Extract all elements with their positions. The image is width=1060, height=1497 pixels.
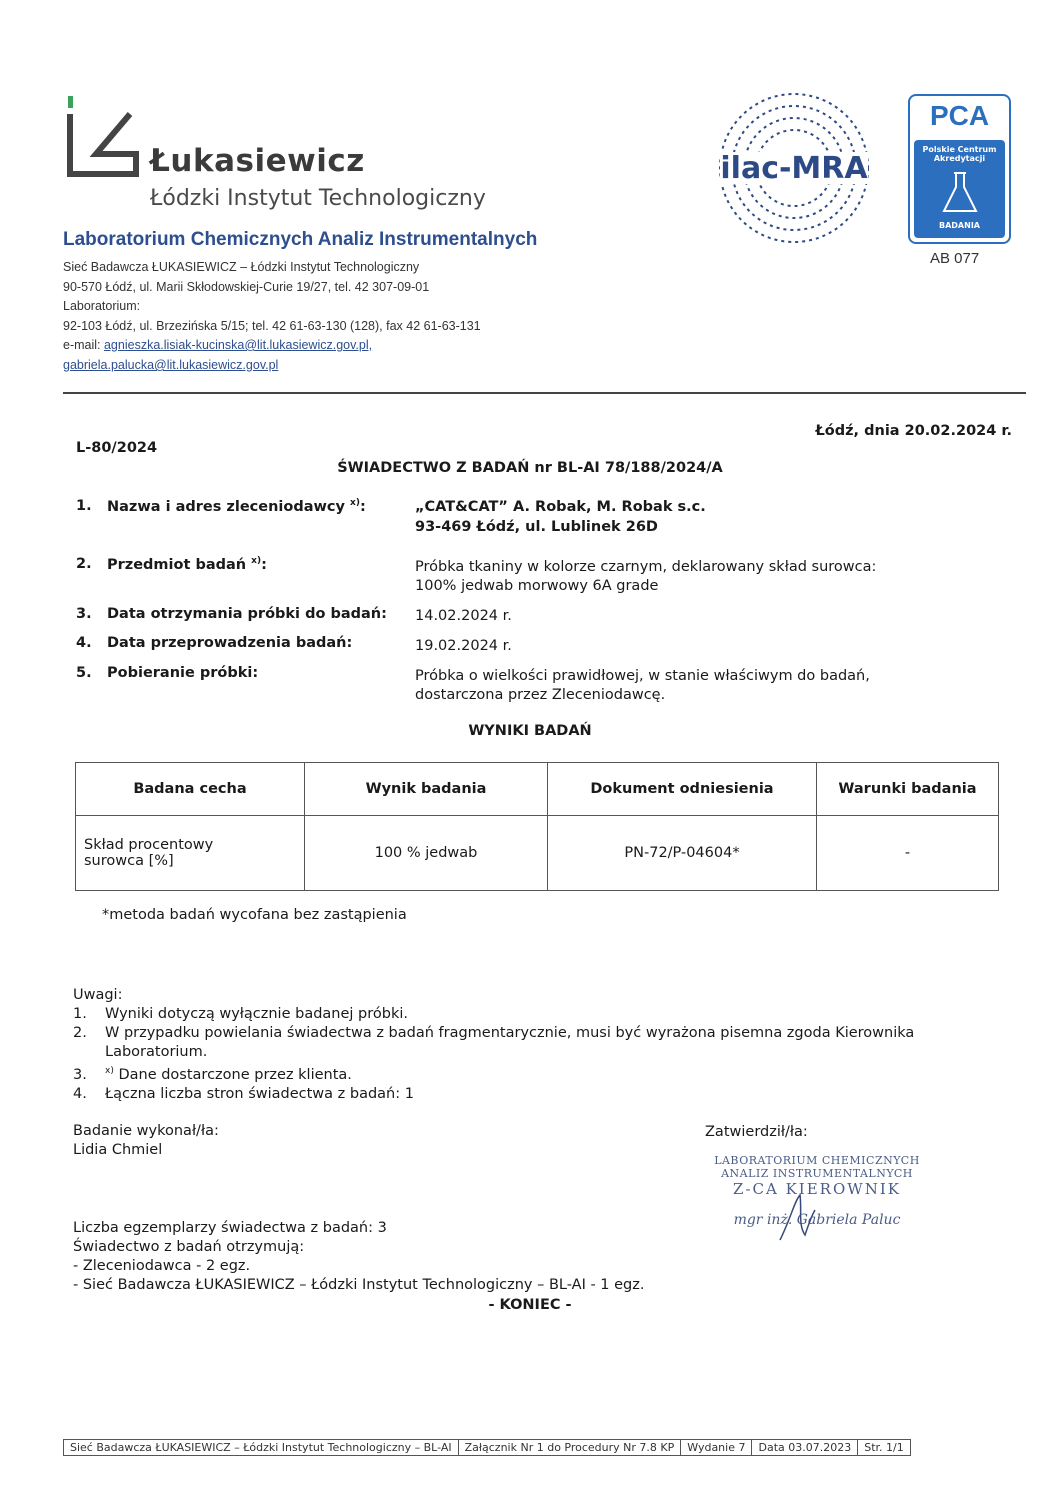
footer-cell-2: Załącznik Nr 1 do Procedury Nr 7.8 KP	[459, 1440, 682, 1455]
item-3-num: 3.	[76, 606, 92, 622]
remark-3-num: 3.	[73, 1066, 87, 1083]
pca-badania: BADANIA	[939, 221, 980, 230]
remark-3-sup: x)	[105, 1066, 114, 1076]
item-2-value-2: 100% jedwab morwowy 6A grade	[415, 578, 659, 594]
results-table	[75, 762, 999, 891]
remark-2-text: W przypadku powielania świadectwa z badań fragmentarycznie, musi być wyrażona pisemna zgoda Kierownika	[105, 1025, 915, 1041]
remark-3-text: Dane dostarczone przez klienta.	[113, 1066, 352, 1083]
contact-line-1: Sieć Badawcza ŁUKASIEWICZ – Łódzki Instytut Technologiczny	[63, 260, 420, 274]
footer-cell-4: Data 03.07.2023	[752, 1440, 858, 1455]
contact-line-2: 90-570 Łódź, ul. Marii Skłodowskiej-Curie 19/27, tel. 42 307-09-01	[63, 280, 430, 294]
item-4-num: 4.	[76, 635, 92, 651]
pca-sub2: Akredytacji	[933, 154, 986, 163]
header-warunki: Warunki badania	[817, 763, 999, 816]
results-title: WYNIKI BADAŃ	[468, 723, 592, 739]
pca-title: PCA	[929, 100, 990, 131]
item-4-label: Data przeprowadzenia badań:	[107, 635, 353, 651]
item-1-suffix: :	[359, 498, 366, 515]
item-4-value: 19.02.2024 r.	[415, 638, 512, 654]
performed-by: Lidia Chmiel	[73, 1142, 163, 1158]
institute-name: Łódzki Instytut Technologiczny	[150, 186, 486, 211]
remark-1-num: 1.	[73, 1006, 87, 1022]
item-1-value-1: „CAT&CAT” A. Robak, M. Robak s.c.	[415, 499, 706, 515]
item-5-num: 5.	[76, 665, 92, 681]
performed-block	[73, 1122, 219, 1160]
item-2-label	[107, 556, 267, 573]
header-badana-cecha: Badana cecha	[76, 763, 305, 816]
footer-cell-3: Wydanie 7	[681, 1440, 752, 1455]
remarks-title: Uwagi:	[73, 987, 123, 1003]
item-1-label-text: Nazwa i adres zleceniodawcy	[107, 498, 345, 515]
remark-4	[73, 1085, 914, 1104]
recipients-title: Świadectwo z badań otrzymują:	[73, 1239, 305, 1255]
item-1-num: 1.	[76, 498, 92, 514]
document-date: Łódź, dnia 20.02.2024 r.	[815, 423, 1012, 439]
item-1-value-2: 93-469 Łódź, ul. Lublinek 26D	[415, 519, 658, 535]
email-link-2[interactable]: gabriela.palucka@lit.lukasiewicz.gov.pl	[63, 358, 279, 372]
stamp-line-1: LABORATORIUM CHEMICZNYCH	[714, 1154, 920, 1167]
approved-label: Zatwierdził/ła:	[705, 1124, 808, 1140]
end-marker: - KONIEC -	[488, 1297, 572, 1313]
item-1-sup: x)	[350, 498, 360, 508]
stamp-line-4: mgr inż. Gabriela Paluc	[733, 1212, 901, 1228]
footer-cell-1: Sieć Badawcza ŁUKASIEWICZ – Łódzki Instytut Technologiczny – BL-AI	[64, 1440, 459, 1455]
item-2-suffix: :	[261, 556, 267, 573]
item-2-sup: x)	[251, 556, 262, 566]
lukasiewicz-logo-icon	[66, 96, 142, 178]
email-link-1[interactable]: agnieszka.lisiak-kucinska@lit.lukasiewicz.gov.pl,	[103, 338, 373, 352]
email-line	[63, 336, 372, 356]
contact-line-4: 92-103 Łódź, ul. Brzezińska 5/15; tel. 42 61-63-130 (128), fax 42 61-63-131	[63, 319, 481, 333]
remark-4-num: 4.	[73, 1085, 87, 1102]
brand-name: Łukasiewicz	[150, 143, 365, 179]
pca-sub1: Polskie Centrum	[922, 145, 997, 154]
header-divider	[63, 392, 1026, 394]
document-number: L-80/2024	[76, 440, 158, 456]
cell-warunki: -	[817, 816, 999, 891]
page-footer	[63, 1439, 911, 1456]
table-header-row	[76, 763, 999, 816]
ilac-mra-seal-icon	[714, 88, 874, 248]
cell-cecha	[76, 816, 305, 891]
accreditation-number: AB 077	[930, 250, 980, 267]
remark-2-num: 2.	[73, 1025, 87, 1041]
cell-wynik: 100 % jedwab	[305, 816, 548, 891]
copies: Liczba egzemplarzy świadectwa z badań: 3	[73, 1220, 387, 1236]
item-5-value-1: Próbka o wielkości prawidłowej, w stanie właściwym do badań,	[415, 668, 870, 684]
item-3-label: Data otrzymania próbki do badań:	[107, 606, 387, 622]
stamp-line-2: ANALIZ INSTRUMENTALNYCH	[721, 1167, 913, 1180]
remark-1-text: Wyniki dotyczą wyłącznie badanej próbki.	[105, 1006, 408, 1022]
certificate-title: ŚWIADECTWO Z BADAŃ nr BL-AI 78/188/2024/A	[337, 460, 723, 476]
flask-icon	[940, 171, 980, 215]
table-row	[76, 816, 999, 891]
item-2-label-text: Przedmiot badań	[107, 556, 247, 573]
remark-3	[73, 1062, 914, 1085]
stamp-line-3: Z-CA KIEROWNIK	[733, 1180, 901, 1198]
distribution	[73, 1219, 644, 1295]
performed-label: Badanie wykonał/ła:	[73, 1123, 219, 1139]
remark-4-text: Łączna liczba stron świadectwa z badań: 1	[105, 1085, 414, 1102]
ilac-text: ilac-MRA	[720, 151, 868, 186]
recipient-1: - Zleceniodawca - 2 egz.	[73, 1258, 251, 1274]
lab-title: Laboratorium Chemicznych Analiz Instrumentalnych	[63, 229, 538, 250]
item-1-label	[107, 498, 366, 515]
contact-line-3: Laboratorium:	[63, 299, 141, 313]
cell-cecha-line-2: surowca [%]	[84, 853, 174, 869]
header-wynik-badania: Wynik badania	[305, 763, 548, 816]
pca-badge	[908, 94, 1011, 244]
remarks	[73, 986, 914, 1104]
email-line-2	[63, 356, 278, 376]
item-2-value-1: Próbka tkaniny w kolorze czarnym, deklarowany skład surowca:	[415, 559, 877, 575]
remark-2	[73, 1024, 914, 1043]
remark-2-cont: Laboratorium.	[105, 1044, 208, 1060]
cell-cecha-line-1: Skład procentowy	[84, 837, 214, 853]
item-5-label: Pobieranie próbki:	[107, 665, 259, 681]
header-dokument: Dokument odniesienia	[548, 763, 817, 816]
item-5-value-2: dostarczona przez Zleceniodawcę.	[415, 687, 666, 703]
item-3-value: 14.02.2024 r.	[415, 608, 512, 624]
recipient-2: - Sieć Badawcza ŁUKASIEWICZ – Łódzki Instytut Technologiczny – BL-AI - 1 egz.	[73, 1277, 645, 1293]
cell-dokument: PN-72/P-04604*	[548, 816, 817, 891]
method-note: *metoda badań wycofana bez zastąpienia	[102, 907, 407, 923]
email-prefix: e-mail:	[63, 338, 104, 352]
item-2-num: 2.	[76, 556, 92, 572]
remark-1	[73, 1005, 914, 1024]
signature-icon	[770, 1190, 820, 1250]
footer-cell-5: Str. 1/1	[864, 1441, 904, 1454]
